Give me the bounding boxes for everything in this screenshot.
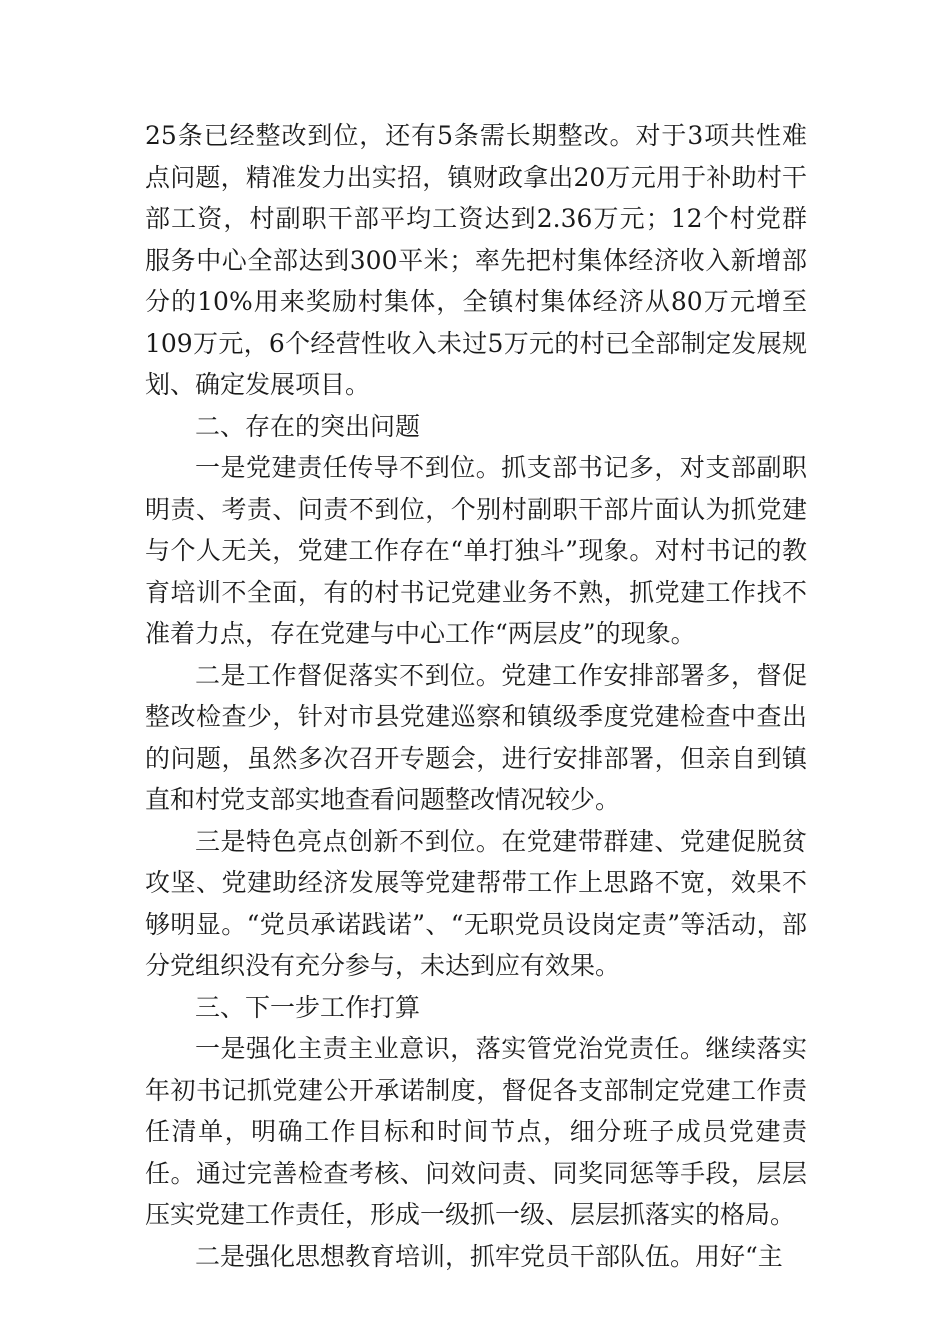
paragraph-problem-1: 一是党建责任传导不到位。抓支部书记多，对支部副职明责、考责、问责不到位，个别村副职干部片面认为抓党建与个人无关，党建工作存在“单打独斗”现象。对村书记的教育培训不全面，有的村书记党建业务不熟，抓党建工作找不准着力点，存在党建与中心工作“两层皮”的现象。 xyxy=(145,453,807,648)
section-heading-problems: 二、存在的突出问题 xyxy=(195,411,421,441)
paragraph-problem-2: 二是工作督促落实不到位。党建工作安排部署多，督促整改检查少，针对市县党建巡察和镇级季度党建检查中查出的问题，虽然多次召开专题会，进行安排部署，但亲自到镇直和村党支部实地查看问题整改情况较少。 xyxy=(145,660,807,814)
paragraph-plan-1: 一是强化主责主业意识，落实管党治党责任。继续落实年初书记抓党建公开承诺制度，督促各支部制定党建工作责任清单，明确工作目标和时间节点，细分班子成员党建责任。通过完善检查考核、问效问责、同奖同惩等手段，层层压实党建工作责任，形成一级抓一级、层层抓落实的格局。 xyxy=(145,1034,807,1229)
paragraph-continuation: 25条已经整改到位，还有5条需长期整改。对于3项共性难点问题，精准发力出实招，镇财政拿出20万元用于补助村干部工资，村副职干部平均工资达到2.36万元；12个村党群服务中心全部达到300平米；率先把村集体经济收入新增部分的10%用来奖励村集体，全镇村集体经济从80万元增至109万元，6个经营性收入未过5万元的村已全部制定发展规划、确定发展项目。 xyxy=(145,121,807,399)
section-heading-next-steps: 三、下一步工作打算 xyxy=(195,992,421,1022)
paragraph-plan-2: 二是强化思想教育培训，抓牢党员干部队伍。用好“主 xyxy=(195,1241,783,1271)
document-page xyxy=(145,115,807,1277)
paragraph-problem-3: 三是特色亮点创新不到位。在党建带群建、党建促脱贫攻坚、党建助经济发展等党建帮带工作上思路不宽，效果不够明显。“党员承诺践诺”、“无职党员设岗定责”等活动，部分党组织没有充分参与，未达到应有效果。 xyxy=(145,826,807,980)
